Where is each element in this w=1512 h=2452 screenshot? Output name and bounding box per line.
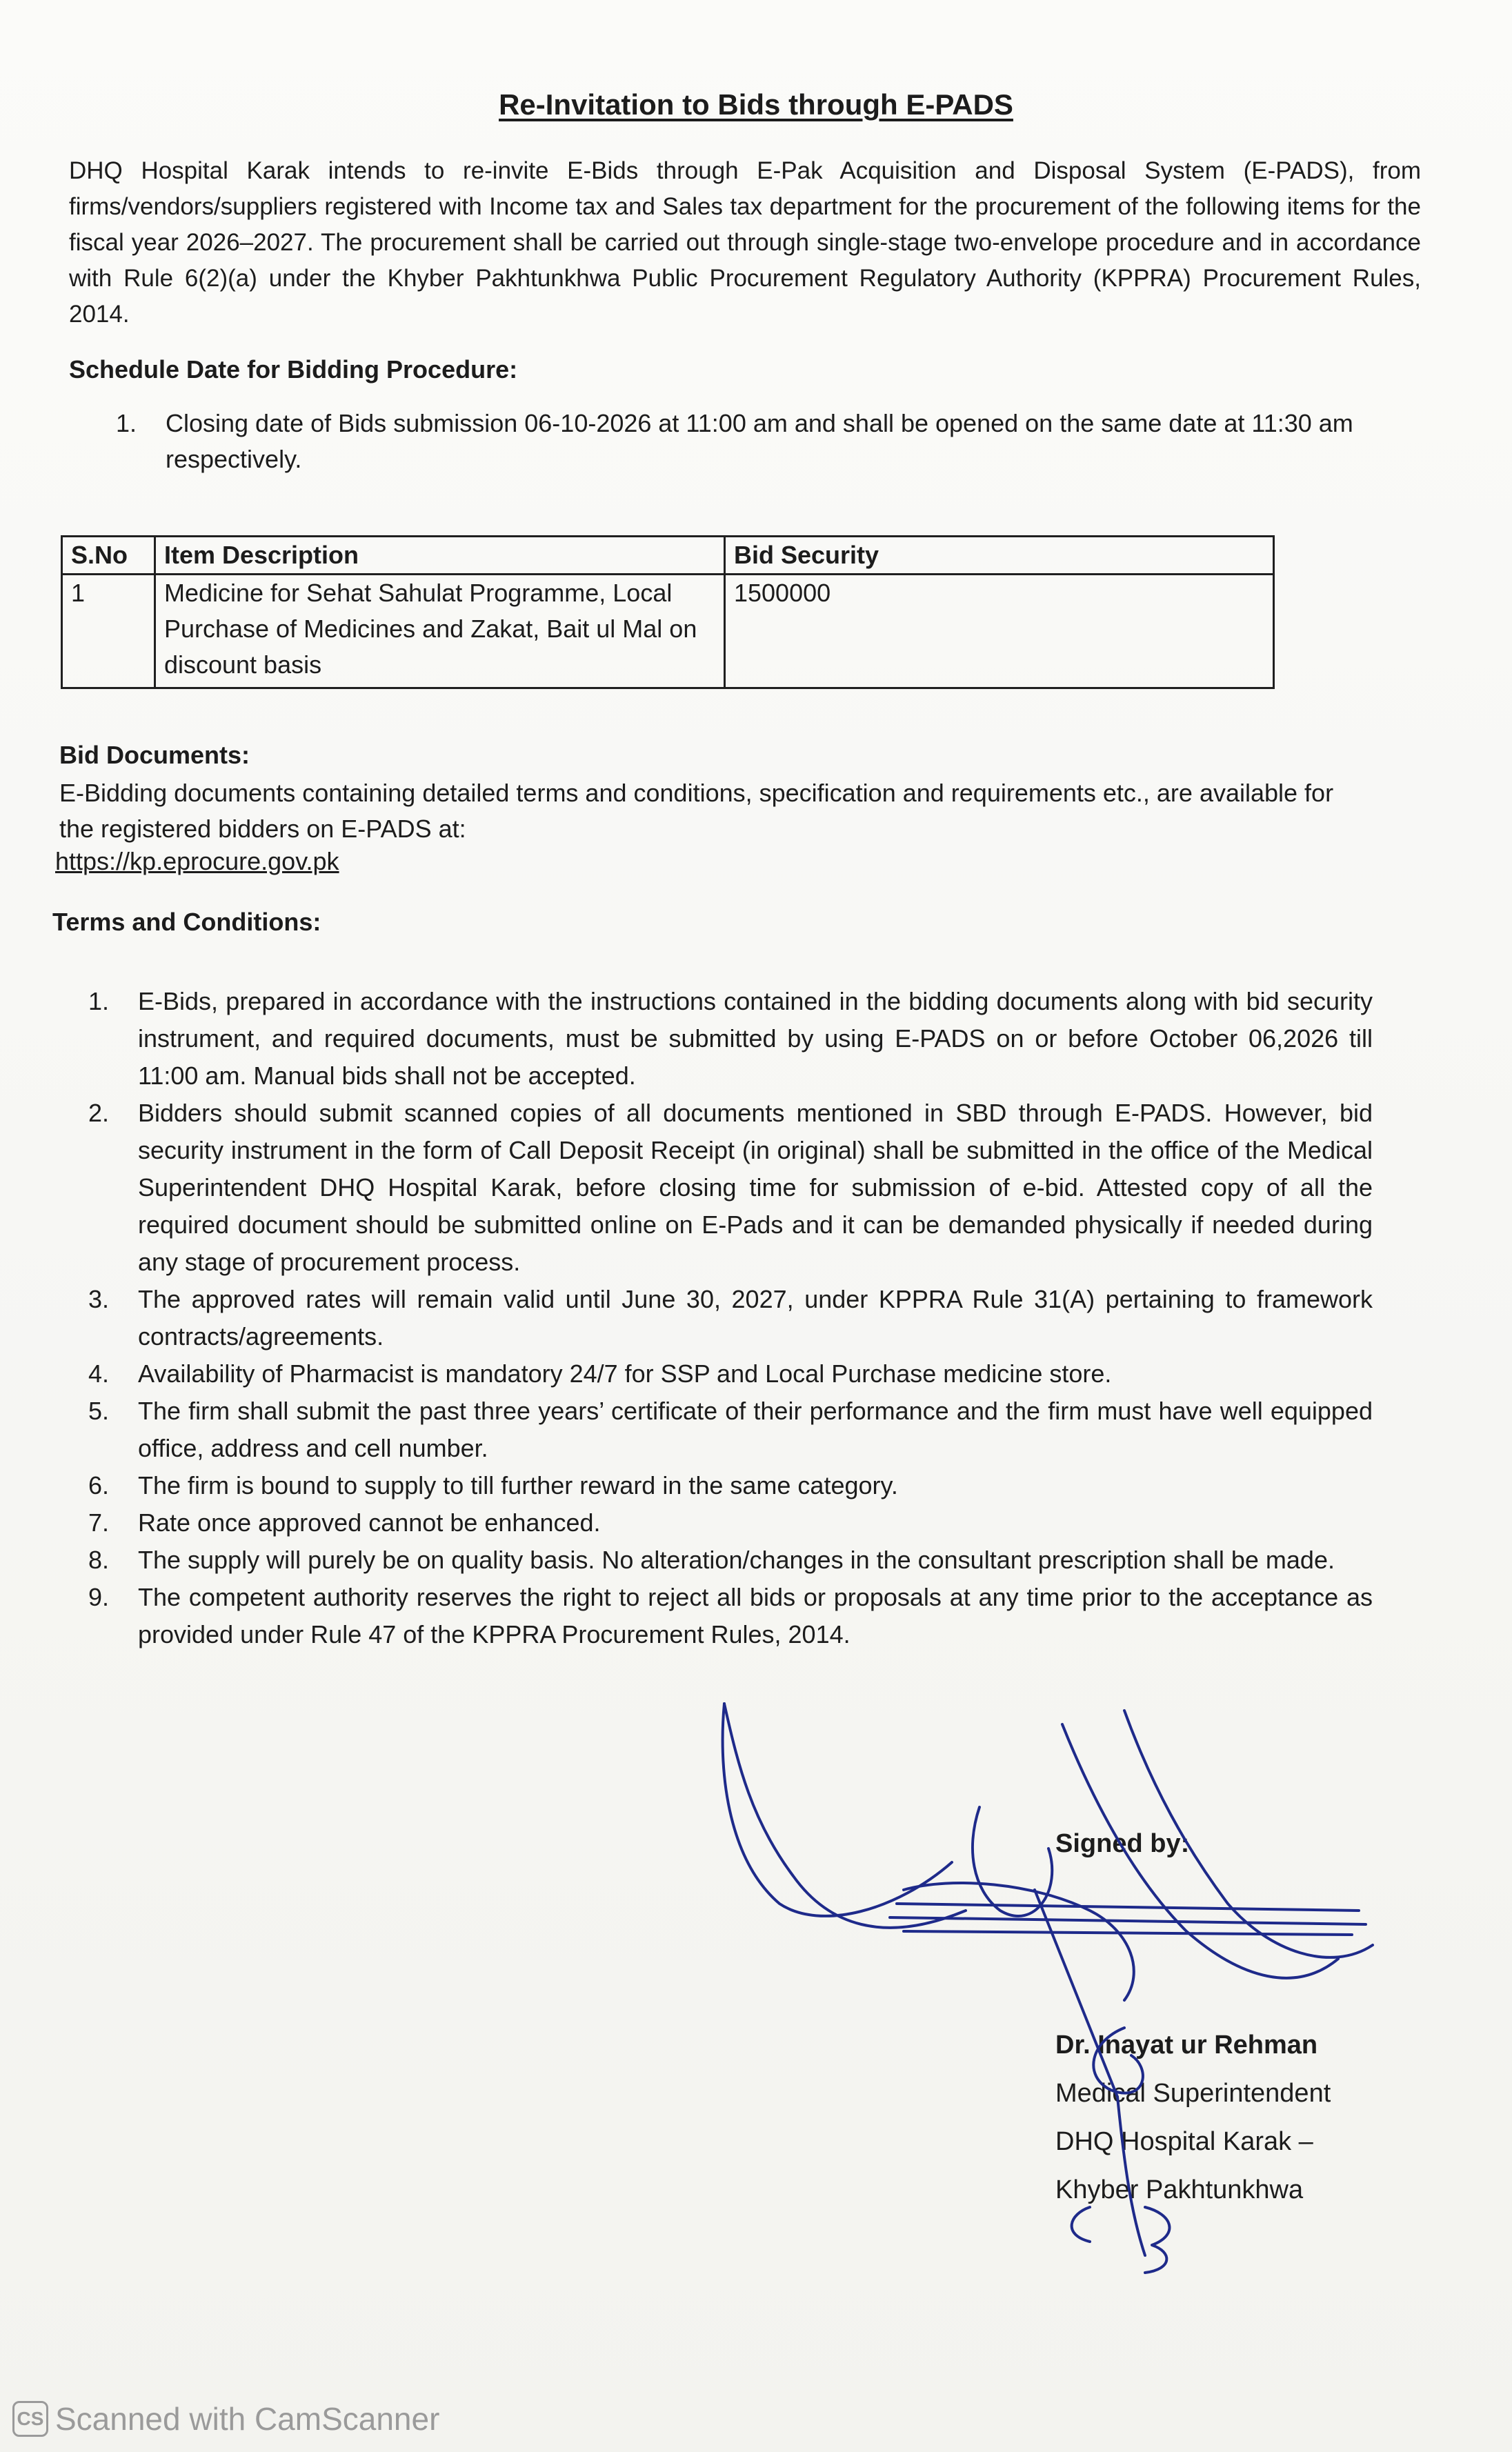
signatory-province: Khyber Pakhtunkhwa [1055, 2175, 1304, 2204]
signatory-name: Dr. Inayat ur Rehman [1055, 2031, 1318, 2060]
term-text: Bidders should submit scanned copies of all documents mentioned in SBD through E-PADS. However, bid security instrument in the form of Call Deposit Receipt (in original) shall be submitted in the office of the Medical Superintendent DHQ Hospital Karak, before closing time for submission of e-bid. Attested copy of all the required document should be submitted online on E-Pads and it can be demanded physically if needed during any stage of procurement process. [138, 1099, 1373, 1276]
term-number: 3. [88, 1285, 110, 1313]
scanner-footer [12, 2400, 439, 2438]
term-text: The firm is bound to supply to till further reward in the same category. [138, 1471, 898, 1499]
header-sno: S.No [62, 537, 155, 575]
term-number: 7. [88, 1508, 110, 1537]
term-text: The firm shall submit the past three years’ certificate of their performance and the firm must have well equipped office, address and cell number. [138, 1397, 1373, 1462]
term-number: 8. [88, 1546, 110, 1574]
term-text: E-Bids, prepared in accordance with the instructions contained in the bidding documents along with bid security instrument, and required documents, must be submitted by using E-PADS on or before October 06,2026 till 11:00 am. Manual bids shall not be accepted. [138, 987, 1373, 1090]
items-table [61, 535, 1275, 689]
signed-by-label: Signed by: [1055, 1829, 1190, 1858]
schedule-heading: Schedule Date for Bidding Procedure: [69, 355, 518, 383]
term-text: Availability of Pharmacist is mandatory 24/7 for SSP and Local Purchase medicine store. [138, 1359, 1112, 1388]
cell-description: Medicine for Sehat Sahulat Programme, Local Purchase of Medicines and Zakat, Bait ul Mal on discount basis [155, 575, 724, 688]
term-number: 4. [88, 1359, 110, 1388]
term-text: Rate once approved cannot be enhanced. [138, 1508, 601, 1537]
term-number: 6. [88, 1471, 110, 1499]
intro-paragraph: DHQ Hospital Karak intends to re-invite E-Bids through E-Pak Acquisition and Disposal System (E-PADS), from firms/vendors/suppliers registered with Income tax and Sales tax department for the procurement of the following items for the fiscal year 2026–2027. The procurement shall be carried out through single-stage two-envelope procedure and in accordance with Rule 6(2)(a) under the Khyber Pakhtunkhwa Public Procurement Regulatory Authority (KPPRA) Procurement Rules, 2014. [69, 157, 1421, 328]
header-item-description: Item Description [155, 537, 724, 575]
list-item [76, 1542, 1373, 1579]
signatory-office: DHQ Hospital Karak – [1055, 2127, 1313, 2156]
list-item [76, 1467, 1373, 1504]
term-text: The supply will purely be on quality basis. No alteration/changes in the consultant prescription shall be made. [138, 1546, 1335, 1574]
terms-heading: Terms and Conditions: [52, 908, 321, 936]
list-item [76, 1393, 1373, 1467]
camscanner-icon: CS [12, 2401, 48, 2437]
term-text: The competent authority reserves the right to reject all bids or proposals at any time prior to the acceptance as provided under Rule 47 of the KPPRA Procurement Rules, 2014. [138, 1583, 1373, 1648]
signatory-designation: Medical Superintendent [1055, 2079, 1331, 2108]
list-item [76, 1504, 1373, 1542]
cell-sno: 1 [62, 575, 155, 688]
handwritten-signature [676, 1683, 1407, 2276]
schedule-item-text: Closing date of Bids submission 06-10-2026 at 11:00 am and shall be opened on the same date at 11:30 am respectively. [166, 409, 1353, 473]
bid-documents-heading: Bid Documents: [59, 741, 250, 769]
list-item [76, 1355, 1373, 1393]
table-header-row [62, 537, 1274, 575]
document-title: Re-Invitation to Bids through E-PADS [499, 88, 1013, 121]
terms-list [76, 983, 1373, 1653]
list-item [76, 983, 1373, 1095]
term-number: 2. [88, 1099, 110, 1127]
schedule-item [116, 406, 1378, 477]
schedule-item-number: 1. [116, 409, 137, 437]
list-item [76, 1579, 1373, 1653]
bid-documents-text: E-Bidding documents containing detailed terms and conditions, specification and requirements etc., are available for the registered bidders on E-PADS at: [59, 779, 1334, 843]
term-text: The approved rates will remain valid until June 30, 2027, under KPPRA Rule 31(A) pertaining to framework contracts/agreements. [138, 1285, 1373, 1350]
table-row [62, 575, 1274, 688]
scanner-footer-text: Scanned with CamScanner [55, 2401, 440, 2437]
eprocure-link[interactable]: https://kp.eprocure.gov.pk [55, 847, 339, 875]
header-bid-security: Bid Security [724, 537, 1273, 575]
term-number: 9. [88, 1583, 110, 1611]
list-item [76, 1095, 1373, 1281]
term-number: 1. [88, 987, 110, 1015]
cell-bid-security: 1500000 [724, 575, 1273, 688]
list-item [76, 1281, 1373, 1355]
term-number: 5. [88, 1397, 110, 1425]
